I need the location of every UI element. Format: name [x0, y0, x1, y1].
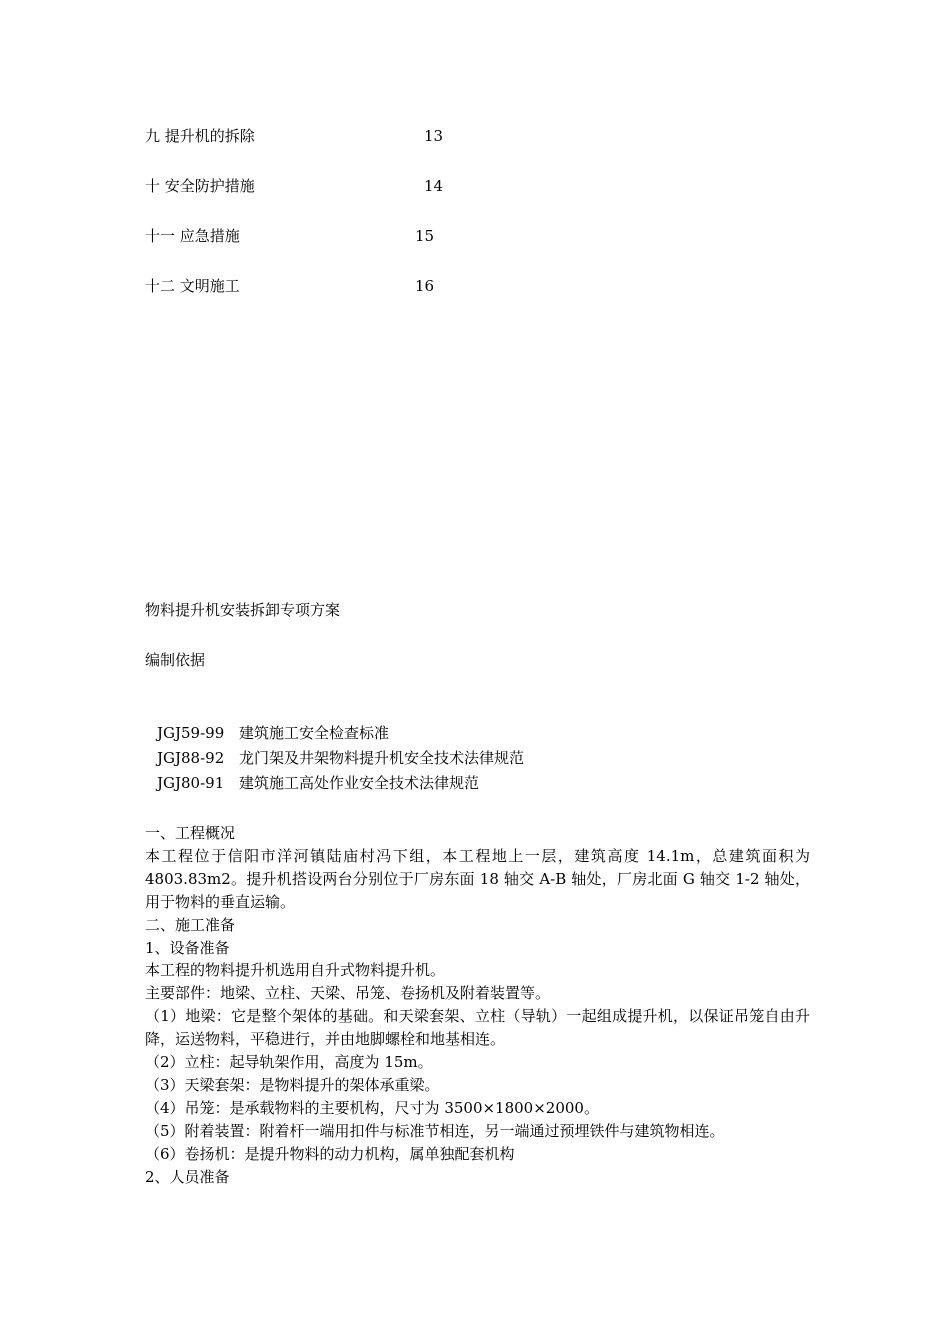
toc-entry — [145, 125, 465, 147]
reference-code: JGJ80-91 — [157, 774, 225, 792]
section-heading: 一、工程概况 — [145, 824, 236, 842]
reference-code: JGJ88-92 — [157, 749, 225, 767]
body-text — [145, 822, 810, 1189]
toc-entry-label: 十一 应急措施 — [145, 227, 240, 245]
paragraph: 主要部件：地梁、立柱、天梁、吊笼、卷扬机及附着装置等。 — [145, 984, 551, 1003]
paragraph: （5）附着装置：附着杆一端用扣件与标准节相连，另一端通过预埋铁件与建筑物相连。 — [145, 1121, 725, 1140]
paragraph: （3）天梁套架：是物料提升的架体承重梁。 — [145, 1075, 440, 1094]
subsection-heading: 2、人员准备 — [145, 1167, 230, 1186]
section-heading: 二、施工准备 — [145, 915, 236, 934]
reference-title: 建筑施工安全检查标准 — [239, 724, 390, 742]
toc-entry-page: 16 — [415, 277, 435, 295]
paragraph: 本工程位于信阳市洋河镇陆庙村冯下组，本工程地上一层，建筑高度 14.1m，总建筑面积为 4803.83m2。提升机搭设两台分别位于厂房东面 18 轴交 A-B 轴处，厂房北面 G 轴交 1-2 轴处，用于物料的垂直运输。 — [145, 846, 810, 911]
document-title: 物料提升机安装拆卸专项方案 — [145, 601, 341, 619]
toc-entry-label: 九 提升机的拆除 — [145, 127, 255, 145]
toc-entry-page: 13 — [424, 127, 444, 145]
toc-entry-label: 十 安全防护措施 — [145, 177, 255, 195]
reference-title: 建筑施工高处作业安全技术法律规范 — [239, 774, 480, 792]
reference-code: JGJ59-99 — [157, 724, 225, 742]
toc-entry-page: 15 — [415, 227, 435, 245]
paragraph: （2）立柱：起导轨架作用，高度为 15m。 — [145, 1053, 433, 1072]
toc-entry-label: 十二 文明施工 — [145, 277, 240, 295]
toc-entry — [145, 225, 465, 247]
paragraph: （4）吊笼：是承载物料的主要机构，尺寸为 3500×1800×2000。 — [145, 1098, 599, 1117]
subsection-heading: 1、设备准备 — [145, 938, 230, 957]
paragraph: 本工程的物料提升机选用自升式物料提升机。 — [145, 961, 446, 980]
toc-entry-page: 14 — [424, 177, 444, 195]
toc-entry — [145, 175, 465, 197]
reference-title: 龙门架及井架物料提升机安全技术法律规范 — [239, 749, 525, 767]
paragraph: （1）地梁：它是整个架体的基础。和天梁套架、立柱（导轨）一起组成提升机，以保证吊笼自由升降，运送物料，平稳进行，并由地脚螺栓和地基相连。 — [145, 1007, 810, 1049]
toc-entry — [145, 275, 465, 297]
paragraph: （6）卷扬机：是提升物料的动力机构，属单独配套机构 — [145, 1144, 515, 1163]
basis-heading: 编制依据 — [145, 651, 206, 669]
